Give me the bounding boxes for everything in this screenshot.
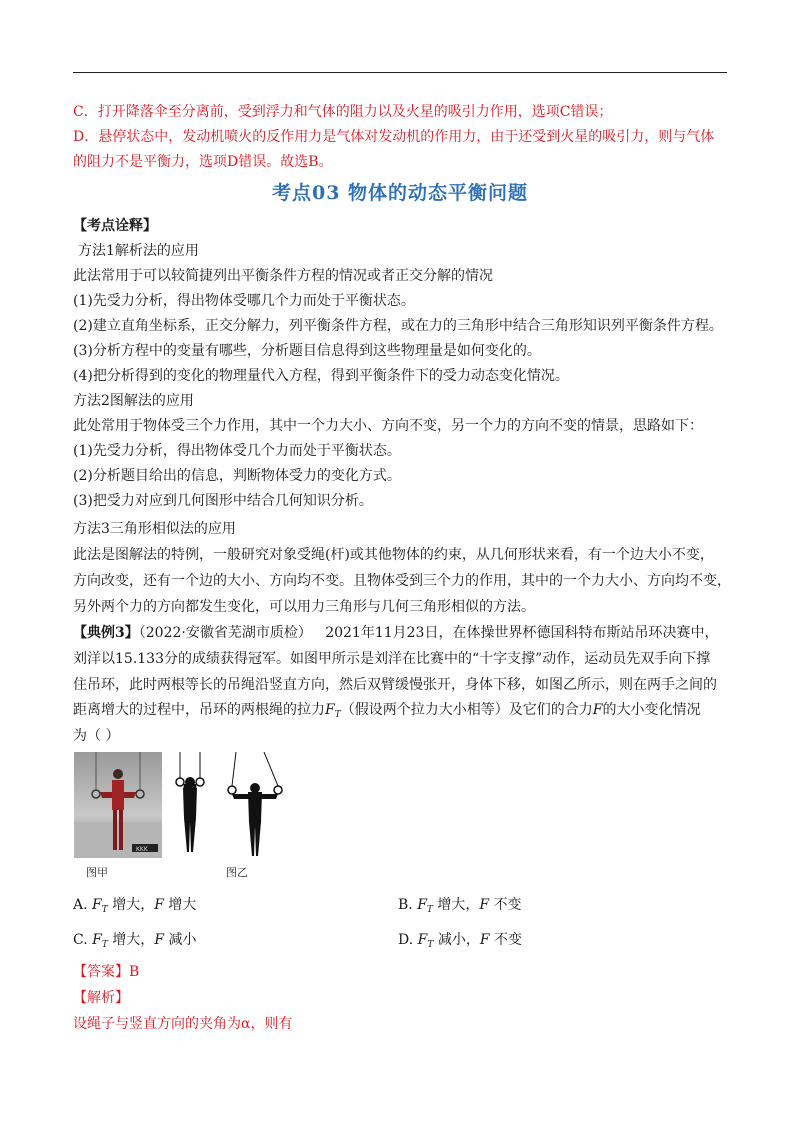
method2-title: 方法2图解法的应用 — [73, 393, 194, 409]
method2-step: (2)分析题目给出的信息，判断物体受力的变化方式。 — [73, 468, 401, 484]
analysis-line: 设绳子与竖直方向的夹角为α，则有 — [73, 1016, 293, 1032]
figure-silhouettes — [170, 752, 295, 858]
resultant-symbol: F — [592, 702, 603, 718]
method1-intro: 此法常用于可以较简捷列出平衡条件方程的情况或者正交分解的情况 — [73, 268, 493, 284]
example-line-5: 为（ ） — [73, 728, 120, 744]
method1-step: (2)建立直角坐标系，正交分解力，列平衡条件方程，或在力的三角形中结合三角形知识列平衡条件方程。 — [73, 318, 723, 334]
header-rule — [73, 72, 727, 73]
option-c-explanation: C．打开降落伞至分离前，受到浮力和气体的阻力以及火星的吸引力作用，选项C错误； — [73, 104, 613, 120]
figure-b-caption: 图乙 — [226, 866, 248, 879]
method3-line: 方向改变，还有一个边的大小、方向均不变。且物体受到三个力的作用，其中的一个力大小、方向均不变， — [73, 573, 731, 589]
choice-b[interactable]: B. $F_T$ 增大，F 不变 — [398, 897, 522, 915]
method1-step: (1)先受力分析，得出物体受哪几个力而处于平衡状态。 — [73, 293, 415, 309]
method1-step: (3)分析方程中的变量有哪些，分析题目信息得到这些物理量是如何变化的。 — [73, 343, 541, 359]
analysis-label: 【解析】 — [73, 990, 129, 1006]
example-intro: 2021年11月23日，在体操世界杯德国科特布斯站吊环决赛中， — [325, 625, 719, 641]
figure-a-caption: 图甲 — [86, 866, 108, 879]
example-source: （2022·安徽省芜湖市质检） — [138, 625, 312, 641]
example-line-3: 住吊环，此时两根等长的吊绳沿竖直方向，然后双臂缓慢张开，身体下移，如图乙所示，则在两手之间的 — [73, 677, 717, 693]
example-line-4: 距离增大的过程中，吊环的两根绳的拉力$F_T$（假设两个拉力大小相等）及它们的合力F的大小变化情况 — [73, 702, 701, 720]
photo-banner-text: KKK — [136, 846, 148, 853]
choice-d[interactable]: D. $F_T$ 减小，F 不变 — [398, 932, 522, 950]
example-line-2: 刘洋以15.133分的成绩获得冠军。如图甲所示是刘洋在比赛中的“十字支撑”动作，运动员先双手向下撑 — [73, 651, 711, 667]
method3-line: 此法是图解法的特例，一般研究对象受绳(杆)或其他物体的约束，从几何形状来看，有一个边大小不变， — [73, 547, 714, 563]
method1-step: (4)把分析得到的变化的物理量代入方程，得到平衡条件下的受力动态变化情况。 — [73, 368, 569, 384]
tension-symbol: $F_T$ — [92, 897, 108, 915]
choice-c[interactable]: C. $F_T$ 增大，F 减小 — [73, 932, 197, 950]
example-line-1 — [73, 623, 718, 643]
tension-symbol: $F_T$ — [417, 932, 434, 950]
choice-a[interactable]: A. $F_T$ 增大，F 增大 — [73, 897, 197, 915]
method3-title: 方法3三角形相似法的应用 — [73, 521, 236, 537]
option-d-explanation-2: 的阻力不是平衡力，选项D错误。故选B。 — [73, 154, 333, 170]
tension-symbol: $F_T$ — [92, 932, 108, 950]
method2-step: (3)把受力对应到几何图形中结合几何知识分析。 — [73, 493, 373, 509]
option-d-explanation-1: D．悬停状态中，发动机喷火的反作用力是气体对发动机的作用力，由于还受到火星的吸引力，则与气体 — [73, 129, 715, 145]
explain-label: 【考点诠释】 — [73, 218, 157, 234]
method2-step: (1)先受力分析，得出物体受几个力而处于平衡状态。 — [73, 443, 401, 459]
figure-photo-liu-yang — [74, 752, 162, 858]
section-title: 考点03 物体的动态平衡问题 — [271, 182, 529, 204]
example-label: 【典例3】 — [73, 625, 139, 641]
tension-symbol: $F_T$ — [325, 702, 341, 720]
method1-title: 方法1解析法的应用 — [78, 243, 199, 259]
method3-line: 另外两个力的方向都发生变化，可以用力三角形与几何三角形相似的方法。 — [73, 599, 535, 615]
tension-symbol: $F_T$ — [417, 897, 433, 915]
answer-label: 【答案】B — [73, 964, 140, 980]
method2-intro: 此处常用于物体受三个力作用，其中一个力大小、方向不变，另一个力的方向不变的情景，思路如下： — [73, 418, 703, 434]
